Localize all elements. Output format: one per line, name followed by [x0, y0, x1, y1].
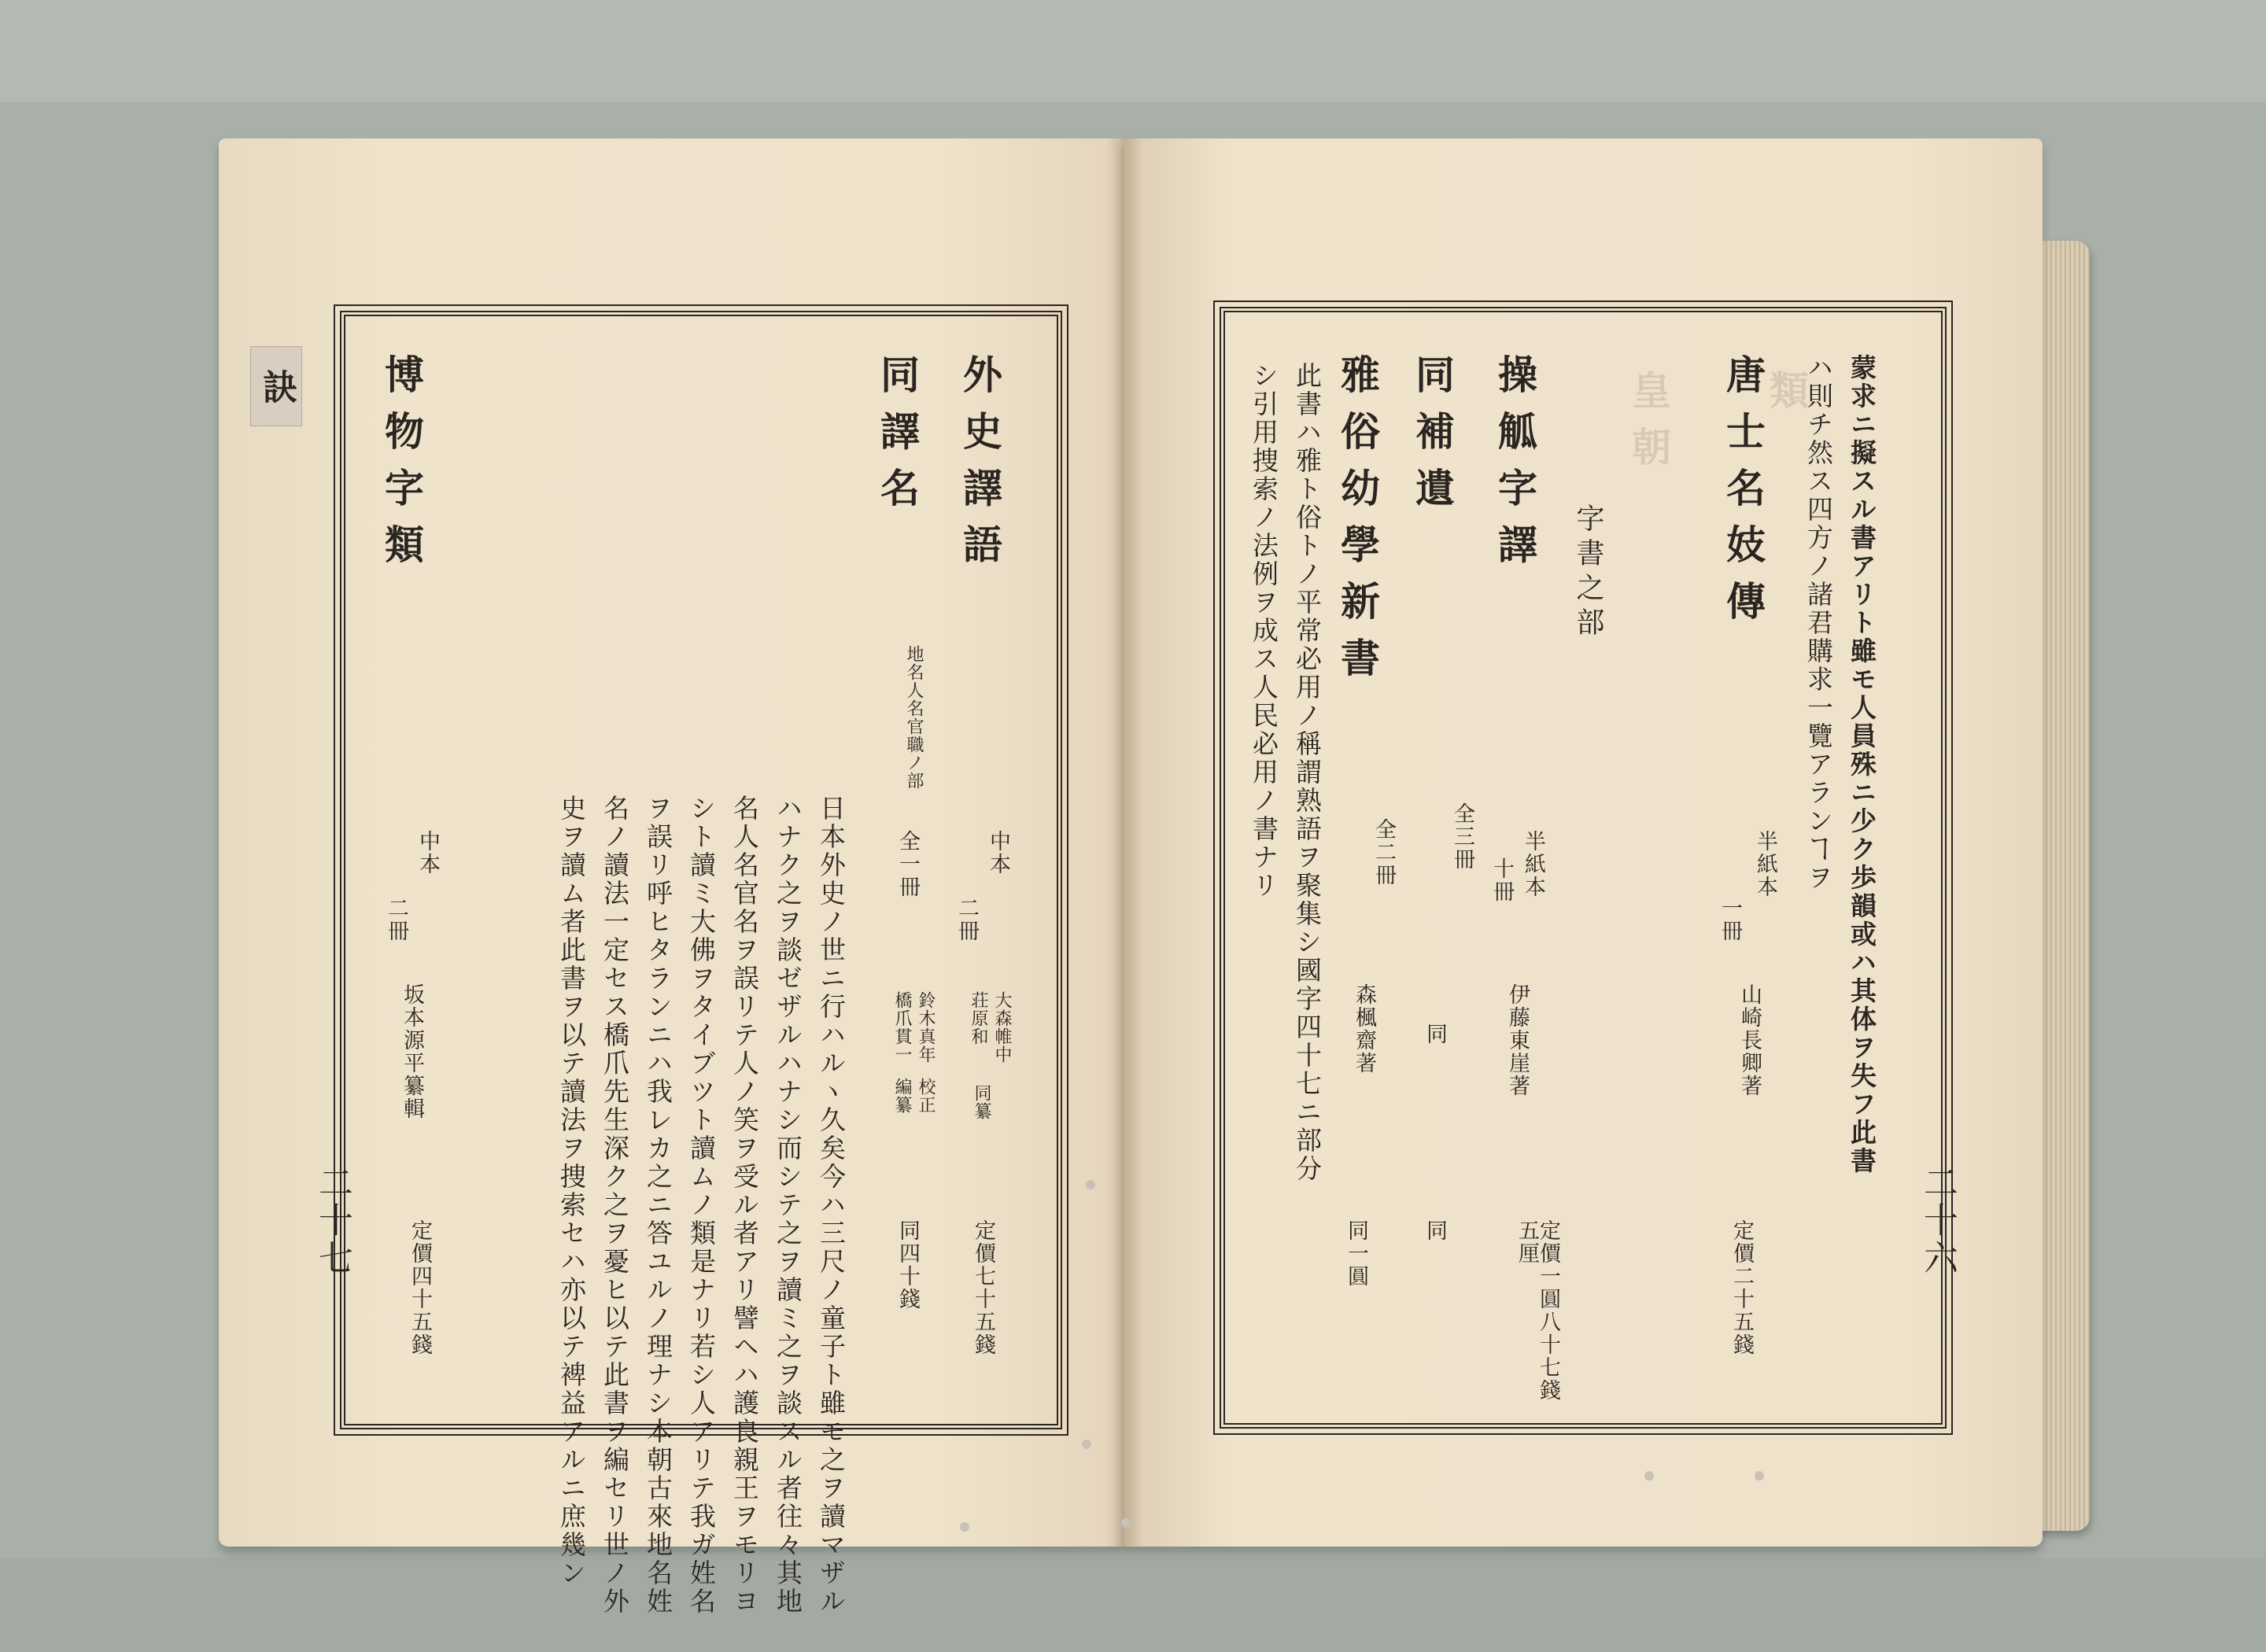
- entry-author: 同: [1423, 1023, 1447, 1045]
- binding-hole: [1082, 1440, 1091, 1449]
- description-line: ヲ誤リ呼ヒタランニハ我レカ之ニ答ユルノ理ナシ本朝古來地名姓: [643, 795, 674, 1616]
- description-line: 日本外史ノ世ニ行ハルヽ久矣今ハ三尺ノ童子ト雖モ之ヲ讀マザル: [816, 795, 847, 1616]
- entry-author-role: 編纂: [892, 1078, 912, 1114]
- entry-format: 半紙本: [1521, 830, 1545, 898]
- entry-author: 坂本源平纂輯: [400, 983, 424, 1120]
- entry-title: 操觚字譯: [1492, 354, 1538, 581]
- entry-author: 山崎長卿著: [1737, 983, 1762, 1097]
- background-top: [0, 0, 2266, 102]
- entry-author: 鈴木真年: [916, 991, 936, 1064]
- book-gutter: [1106, 138, 1142, 1547]
- entry-volumes: 全三冊: [1450, 802, 1474, 871]
- binding-hole: [960, 1522, 969, 1532]
- description-line: 史ヲ讀ム者此書ヲ以テ讀法ヲ捜索セハ亦以テ裨益アルニ庶幾ン: [556, 795, 587, 1587]
- bleed-through-text: 皇朝: [1626, 370, 1672, 483]
- binding-hole: [1644, 1471, 1654, 1481]
- entry-title: 唐士名妓傳: [1720, 354, 1766, 637]
- description-line: シ引用捜索ノ法例ヲ成ス人民必用ノ書ナリ: [1249, 362, 1279, 900]
- entry-author: 橋爪貫一: [892, 991, 912, 1064]
- entry-price: 定價四十五錢: [408, 1219, 432, 1356]
- page-number: 二十六: [1917, 1164, 1958, 1278]
- text-frame-right: [1220, 307, 1947, 1429]
- page-tab-label: 訣: [250, 346, 302, 426]
- entry-title: 雅俗幼學新書: [1334, 354, 1381, 694]
- entry-author-role: 同纂: [972, 1084, 991, 1120]
- entry-author: 大森帷中: [992, 991, 1012, 1064]
- description-line: シト讀ミ大佛ヲタイブツト讀ムノ類是ナリ若シ人アリテ我ガ姓名: [686, 795, 717, 1616]
- intro-line: 蒙求ニ擬スル書アリト雖モ人員殊ニ少ク歩韻或ハ其体ヲ失フ此書: [1847, 354, 1877, 1175]
- binding-hole: [1086, 1180, 1095, 1189]
- entry-author: 森楓齋著: [1352, 983, 1376, 1075]
- entry-author: 伊藤東崖著: [1505, 983, 1530, 1097]
- binding-hole: [1121, 1518, 1131, 1528]
- binding-hole: [1755, 1471, 1764, 1481]
- bleed-through-text: 類: [1763, 370, 1810, 426]
- entry-price: 同一圓: [1344, 1219, 1368, 1288]
- entry-volumes: 全一冊: [895, 830, 920, 898]
- description-line: 名ノ讀法一定セス橋爪先生深ク之ヲ憂ヒ以テ此書ヲ編セリ世ノ外: [600, 795, 630, 1616]
- entry-author-role: 校正: [916, 1078, 936, 1114]
- entry-price: 同: [1423, 1219, 1447, 1242]
- entry-volumes: 一冊: [1718, 897, 1742, 942]
- description-line: ハナク之ヲ談ゼザルハナシ而シテ之ヲ讀ミ之ヲ談スル者往々其地: [773, 795, 803, 1616]
- entry-volumes: 全二冊: [1371, 818, 1396, 887]
- entry-author: 荘原和: [969, 991, 988, 1045]
- section-heading: 字書之部: [1572, 503, 1604, 642]
- entry-subtitle: 地名人名官職ノ部: [904, 645, 924, 790]
- entry-volumes: 二冊: [954, 897, 979, 942]
- entry-price: 同四十錢: [895, 1219, 920, 1311]
- entry-title: 同譯名: [874, 354, 921, 524]
- entry-title: 外史譯語: [957, 354, 1003, 581]
- entry-format: 中本: [415, 830, 440, 876]
- entry-volumes: 二冊: [384, 897, 408, 942]
- entry-price: 定價一圓八十七錢五厘: [1515, 1219, 1560, 1402]
- description-line: 名人名官名ヲ誤リテ人ノ笑ヲ受ル者アリ譬ヘハ護良親王ヲモリヨ: [729, 795, 760, 1616]
- entry-format: 中本: [986, 830, 1010, 876]
- description-line: 此書ハ雅ト俗トノ平常必用ノ稱謂熟語ヲ聚集シ國字四十七ニ部分: [1292, 362, 1323, 1183]
- entry-volumes: 十冊: [1489, 857, 1514, 903]
- entry-title: 同補遺: [1409, 354, 1456, 524]
- background-bottom: [0, 1558, 2266, 1652]
- entry-format: 半紙本: [1753, 830, 1777, 898]
- intro-line: ハ則チ然ス四方ノ諸君購求一覽アランヿヲ: [1803, 354, 1834, 892]
- entry-price: 定價七十五錢: [971, 1219, 995, 1356]
- entry-title: 博物字類: [378, 354, 425, 581]
- entry-price: 定價二十五錢: [1729, 1219, 1754, 1356]
- page-number: 二十七: [312, 1164, 352, 1278]
